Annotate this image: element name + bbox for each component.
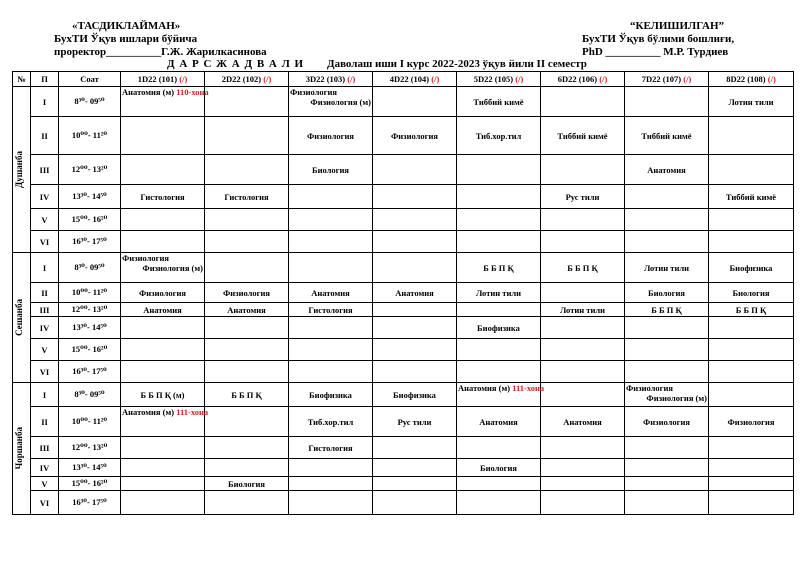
lesson-cell <box>121 117 205 155</box>
lesson-cell <box>121 209 205 231</box>
group-name: 5D22 (105) <box>473 74 516 84</box>
lesson-cell <box>373 253 457 283</box>
lesson-cell <box>541 339 625 361</box>
lesson-cell: Биология <box>457 459 541 477</box>
para-cell: III <box>31 155 59 185</box>
lesson-cell <box>457 303 541 317</box>
lesson-cell: Тиббий кимё <box>457 87 541 117</box>
lesson-cell <box>289 491 373 515</box>
agreed-position: БухТИ Ўқув бўлими бошлиғи, <box>582 33 735 45</box>
lesson-cell <box>205 231 289 253</box>
lesson-cell: Физиология <box>709 407 794 437</box>
lesson-cell: Лотин тили <box>541 303 625 317</box>
lesson-cell: Анатомия <box>205 303 289 317</box>
lesson-cell <box>205 491 289 515</box>
lesson-cell: Гистология <box>121 185 205 209</box>
lesson-cell: Б Б П Қ <box>709 303 794 317</box>
lesson-cell: Биология <box>289 155 373 185</box>
lesson-cell <box>205 117 289 155</box>
col-para-header: П <box>31 72 59 87</box>
time-cell: 12⁰⁰- 13²⁰ <box>59 155 121 185</box>
agreed-title: “КЕЛИШИЛГАН” <box>630 20 725 32</box>
table-row <box>13 185 794 209</box>
table-row <box>13 209 794 231</box>
lesson-cell: Физиология Физиология (м) <box>121 253 205 283</box>
lesson-cell: Б Б П Қ <box>457 253 541 283</box>
group-name: 7D22 (107) <box>641 74 684 84</box>
lesson-cell: Гистология <box>289 437 373 459</box>
lesson-cell <box>625 459 709 477</box>
lesson-cell: Биофизика <box>373 383 457 407</box>
lesson-cell <box>373 459 457 477</box>
lesson-cell: Лотин тили <box>709 87 794 117</box>
lesson-cell <box>205 459 289 477</box>
time-cell: 8³⁰- 09⁵⁰ <box>59 383 121 407</box>
table-row <box>13 117 794 155</box>
lesson-cell <box>205 155 289 185</box>
group-name: 2D22 (102) <box>221 74 264 84</box>
para-cell: I <box>31 383 59 407</box>
lesson-cell <box>709 339 794 361</box>
para-cell: V <box>31 477 59 491</box>
room-label: 110-хона <box>174 87 209 97</box>
group-name: 3D22 (103) <box>305 74 348 84</box>
lesson-cell <box>625 437 709 459</box>
lesson-cell <box>205 87 289 117</box>
group-name: 8D22 (108) <box>726 74 768 84</box>
group-lang: (/) <box>515 74 524 84</box>
lesson-cell <box>709 361 794 383</box>
lesson-cell <box>205 407 289 437</box>
group-name: 1D22 (101) <box>137 74 180 84</box>
lesson-cell <box>457 477 541 491</box>
table-row <box>13 339 794 361</box>
lesson-cell <box>541 317 625 339</box>
lesson-cell <box>289 185 373 209</box>
room-label: 111-хона <box>174 407 209 417</box>
table-row <box>13 303 794 317</box>
day-cell <box>13 383 31 515</box>
para-cell: III <box>31 303 59 317</box>
lesson-cell: Биология <box>205 477 289 491</box>
lesson-cell <box>289 253 373 283</box>
lesson-cell <box>625 477 709 491</box>
lesson-cell <box>457 437 541 459</box>
group-lang: (/) <box>767 74 776 84</box>
lesson-cell <box>205 361 289 383</box>
lesson-cell <box>625 317 709 339</box>
lesson-cell <box>541 283 625 303</box>
lesson-cell <box>457 339 541 361</box>
lesson-cell: Биология <box>625 283 709 303</box>
lesson-cell <box>205 339 289 361</box>
lesson-cell <box>541 87 625 117</box>
lesson-cell: Биология <box>709 283 794 303</box>
lesson-cell: Анатомия <box>121 303 205 317</box>
lesson-cell: Б Б П Қ <box>205 383 289 407</box>
lesson-cell: Тиббий кимё <box>541 117 625 155</box>
lesson-cell <box>541 231 625 253</box>
lesson-cell <box>541 459 625 477</box>
table-row <box>13 87 794 117</box>
lesson-cell <box>289 339 373 361</box>
approval-title: «ТАСДИКЛАЙМАН» <box>72 20 181 32</box>
lesson-cell: Физиология Физиология (м) <box>625 383 709 407</box>
lesson-cell: Физиология <box>625 407 709 437</box>
lesson-cell <box>625 87 709 117</box>
lesson-cell <box>457 185 541 209</box>
para-cell: VI <box>31 491 59 515</box>
lesson-cell <box>709 317 794 339</box>
lesson-cell <box>121 339 205 361</box>
time-cell: 8³⁰- 09⁵⁰ <box>59 253 121 283</box>
group-lang: (/) <box>599 74 608 84</box>
lesson-cell <box>709 117 794 155</box>
table-row <box>13 253 794 283</box>
para-cell: VI <box>31 361 59 383</box>
lesson-cell <box>373 477 457 491</box>
table-header-row <box>13 72 794 87</box>
lesson-cell <box>457 209 541 231</box>
page-subtitle: Даволаш иши I курс 2022-2023 ўқув йили II семестр <box>327 58 587 70</box>
lesson-cell <box>373 361 457 383</box>
time-cell: 12⁰⁰- 13²⁰ <box>59 437 121 459</box>
lesson-cell <box>457 491 541 515</box>
table-row <box>13 383 794 407</box>
lesson-cell <box>541 491 625 515</box>
lesson-cell <box>121 361 205 383</box>
time-cell: 15⁰⁰- 16²⁰ <box>59 339 121 361</box>
time-cell: 10⁰⁰- 11²⁰ <box>59 117 121 155</box>
para-cell: III <box>31 437 59 459</box>
lesson-cell <box>121 437 205 459</box>
lesson-cell: Лотин тили <box>625 253 709 283</box>
day-label: Сешанба <box>14 299 24 336</box>
lesson-cell <box>541 361 625 383</box>
time-cell: 8³⁰- 09⁵⁰ <box>59 87 121 117</box>
col-num-header: № <box>13 72 31 87</box>
agreed-signature: PhD __________ М.Р. Турдиев <box>582 46 729 58</box>
lesson-cell: Тиббий кимё <box>625 117 709 155</box>
lesson-cell <box>709 155 794 185</box>
lesson-cell: Анатомия <box>373 283 457 303</box>
schedule-table <box>12 71 794 515</box>
room-label: 111-хона <box>510 383 545 393</box>
lesson-cell <box>289 231 373 253</box>
lesson-cell <box>709 437 794 459</box>
group-lang: (/) <box>431 74 440 84</box>
para-cell: II <box>31 117 59 155</box>
day-cell <box>13 87 31 253</box>
group-lang: (/) <box>263 74 272 84</box>
group-header <box>373 72 457 87</box>
lesson-cell <box>121 231 205 253</box>
para-cell: I <box>31 253 59 283</box>
para-cell: IV <box>31 185 59 209</box>
lesson-cell: Рус тили <box>373 407 457 437</box>
time-cell: 13³⁰- 14⁵⁰ <box>59 459 121 477</box>
lesson-cell: Физиология <box>205 283 289 303</box>
time-cell: 16³⁰- 17⁵⁰ <box>59 231 121 253</box>
lesson-cell <box>121 477 205 491</box>
lesson-cell: Б Б П Қ <box>541 253 625 283</box>
table-row <box>13 477 794 491</box>
lesson-cell <box>625 361 709 383</box>
time-cell: 15⁰⁰- 16²⁰ <box>59 477 121 491</box>
group-header <box>289 72 373 87</box>
page-title: Д А Р С Ж А Д В А Л И <box>167 58 305 70</box>
lesson-cell: Анатомия (м) 111-хона <box>457 383 541 407</box>
para-cell: II <box>31 407 59 437</box>
group-lang: (/) <box>179 74 188 84</box>
col-time-header: Соат <box>59 72 121 87</box>
lesson-cell: Б Б П Қ (м) <box>121 383 205 407</box>
time-cell: 13³⁰- 14⁵⁰ <box>59 185 121 209</box>
lesson-cell: Анатомия <box>457 407 541 437</box>
group-lang: (/) <box>347 74 356 84</box>
lesson-cell: Физиология <box>373 117 457 155</box>
lesson-cell <box>373 231 457 253</box>
para-cell: V <box>31 339 59 361</box>
para-cell: I <box>31 87 59 117</box>
lesson-cell <box>541 437 625 459</box>
time-cell: 10⁰⁰- 11²⁰ <box>59 283 121 303</box>
lesson-cell <box>709 491 794 515</box>
lesson-cell <box>121 155 205 185</box>
lesson-cell: Физиология <box>289 117 373 155</box>
day-label: Чоршанба <box>14 427 24 470</box>
group-lang: (/) <box>683 74 692 84</box>
table-row <box>13 283 794 303</box>
lesson-cell: Анатомия <box>541 407 625 437</box>
approval-signature: проректор__________Г.Ж. Жарилкасинова <box>54 46 267 58</box>
table-row <box>13 155 794 185</box>
lesson-cell <box>289 477 373 491</box>
time-cell: 12⁰⁰- 13²⁰ <box>59 303 121 317</box>
lesson-cell: Анатомия (м) 111-хона <box>121 407 205 437</box>
lesson-cell <box>457 155 541 185</box>
time-cell: 13³⁰- 14⁵⁰ <box>59 317 121 339</box>
lesson-cell: Физиология <box>121 283 205 303</box>
day-label: Душанба <box>14 151 24 188</box>
lesson-cell <box>373 339 457 361</box>
lesson-cell <box>373 491 457 515</box>
time-cell: 16³⁰- 17⁵⁰ <box>59 361 121 383</box>
para-cell: IV <box>31 317 59 339</box>
table-row <box>13 491 794 515</box>
lesson-cell <box>541 383 625 407</box>
lesson-cell: Биофизика <box>709 253 794 283</box>
day-cell <box>13 253 31 383</box>
lesson-cell <box>541 155 625 185</box>
group-header <box>457 72 541 87</box>
lesson-cell: Рус тили <box>541 185 625 209</box>
group-header <box>121 72 205 87</box>
lesson-cell: Гистология <box>289 303 373 317</box>
group-header <box>205 72 289 87</box>
lesson-cell <box>205 317 289 339</box>
lesson-cell <box>289 459 373 477</box>
lesson-cell <box>625 231 709 253</box>
lesson-cell: Б Б П Қ <box>625 303 709 317</box>
table-row <box>13 361 794 383</box>
lesson-cell <box>121 491 205 515</box>
lesson-cell: Тиб.хор.тил <box>289 407 373 437</box>
lesson-cell <box>709 231 794 253</box>
lesson-cell: Физиология Физиология (м) <box>289 87 373 117</box>
lesson-cell <box>625 339 709 361</box>
time-cell: 10⁰⁰- 11²⁰ <box>59 407 121 437</box>
lesson-cell <box>709 383 794 407</box>
table-row <box>13 437 794 459</box>
lesson-cell: Биофизика <box>289 383 373 407</box>
lesson-cell <box>457 231 541 253</box>
time-cell: 15⁰⁰- 16²⁰ <box>59 209 121 231</box>
lesson-cell: Анатомия <box>289 283 373 303</box>
lesson-cell <box>373 209 457 231</box>
lesson-cell <box>709 459 794 477</box>
lesson-cell <box>625 185 709 209</box>
table-row <box>13 459 794 477</box>
lesson-cell <box>373 437 457 459</box>
para-cell: II <box>31 283 59 303</box>
lesson-cell <box>541 477 625 491</box>
lesson-cell <box>289 209 373 231</box>
time-cell: 16³⁰- 17⁵⁰ <box>59 491 121 515</box>
lesson-cell <box>373 155 457 185</box>
para-cell: IV <box>31 459 59 477</box>
lesson-cell <box>373 185 457 209</box>
lesson-cell <box>289 317 373 339</box>
group-name: 4D22 (104) <box>389 74 432 84</box>
lesson-cell: Гистология <box>205 185 289 209</box>
lesson-cell <box>625 209 709 231</box>
lesson-cell <box>205 253 289 283</box>
lesson-cell: Тиб.хор.тил <box>457 117 541 155</box>
lesson-cell <box>541 209 625 231</box>
group-header <box>625 72 709 87</box>
lesson-cell <box>205 437 289 459</box>
group-name: 6D22 (106) <box>557 74 600 84</box>
group-header <box>709 72 794 87</box>
para-cell: V <box>31 209 59 231</box>
lesson-cell <box>457 361 541 383</box>
lesson-cell <box>289 361 373 383</box>
table-row <box>13 231 794 253</box>
lesson-cell: Анатомия (м) 110-хона <box>121 87 205 117</box>
lesson-cell: Лотин тили <box>457 283 541 303</box>
lesson-cell <box>121 459 205 477</box>
lesson-cell <box>373 317 457 339</box>
lesson-cell: Тиббий кимё <box>709 185 794 209</box>
approval-position: БухТИ Ўқув ишлари бўйича <box>54 33 198 45</box>
lesson-cell <box>121 317 205 339</box>
lesson-cell <box>373 87 457 117</box>
lesson-cell: Биофизика <box>457 317 541 339</box>
lesson-cell <box>373 303 457 317</box>
table-row <box>13 317 794 339</box>
lesson-cell <box>709 209 794 231</box>
para-cell: VI <box>31 231 59 253</box>
table-row <box>13 407 794 437</box>
group-header <box>541 72 625 87</box>
lesson-cell <box>625 491 709 515</box>
lesson-cell <box>205 209 289 231</box>
lesson-cell <box>709 477 794 491</box>
lesson-cell: Анатомия <box>625 155 709 185</box>
